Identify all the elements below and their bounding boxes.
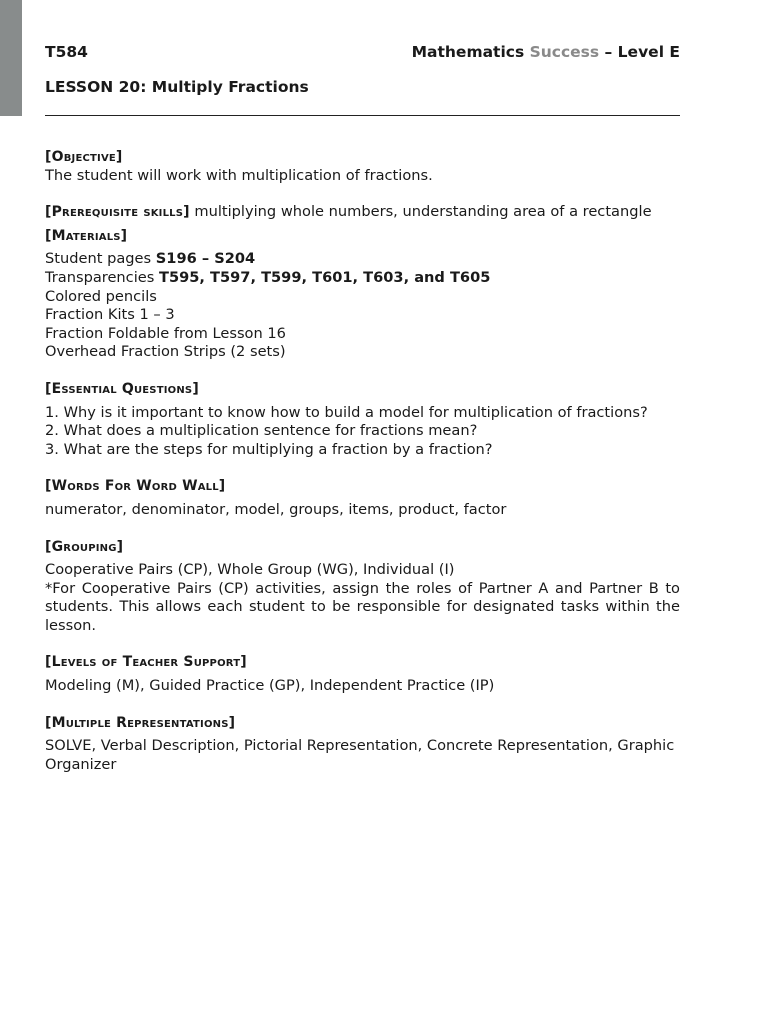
materials-student-pages <box>45 250 680 269</box>
materials-transparencies <box>45 269 680 288</box>
transparencies-value: T595, T597, T599, T601, T603, and T605 <box>158 268 491 286</box>
objective-heading: [Objective] <box>45 149 123 165</box>
student-pages-value: S196 – S204 <box>155 250 256 268</box>
series-suffix: – Level E <box>599 43 680 61</box>
page-edge-tab <box>0 0 22 116</box>
student-pages-label: Student pages <box>45 250 156 268</box>
series-title <box>412 43 680 61</box>
header-divider <box>45 115 680 116</box>
series-accent: Success <box>529 43 600 61</box>
list-item: 1. Why is it important to know how to build a model for multiplication of fractions? <box>45 403 648 421</box>
lesson-title: LESSON 20: Multiply Fractions <box>45 78 309 96</box>
essential-questions-heading: [Essential Questions] <box>45 380 199 397</box>
page-header <box>45 43 680 65</box>
objective-text: The student will work with multiplication of fractions. <box>45 166 433 184</box>
prerequisite-line <box>45 203 680 222</box>
materials-item: Fraction Kits 1 – 3 <box>45 306 175 324</box>
list-item: 2. What does a multiplication sentence for fractions mean? <box>45 422 478 440</box>
grouping-note: *For Cooperative Pairs (CP) activities, assign the roles of Partner A and Partner B to students. This allows each student to be responsible for designated tasks within the lesson. <box>45 579 680 634</box>
grouping-heading: [Grouping] <box>45 538 124 555</box>
prerequisite-text: multiplying whole numbers, understanding area of a rectangle <box>189 203 652 221</box>
lesson-content <box>45 148 680 774</box>
teacher-support-text: Modeling (M), Guided Practice (GP), Independent Practice (IP) <box>45 677 495 695</box>
list-item: 3. What are the steps for multiplying a fraction by a fraction? <box>45 440 493 458</box>
materials-heading: [Materials] <box>45 227 128 244</box>
series-prefix: Mathematics <box>411 43 530 61</box>
prerequisite-heading: [Prerequisite skills] <box>45 204 190 221</box>
representations-text: SOLVE, Verbal Description, Pictorial Representation, Concrete Representation, Graphic Organizer <box>45 737 675 773</box>
transparencies-label: Transparencies <box>45 268 159 286</box>
grouping-text: Cooperative Pairs (CP), Whole Group (WG), Individual (I) <box>45 561 455 579</box>
essential-questions-list <box>45 404 680 460</box>
representations-heading: [Multiple Representations] <box>45 714 236 731</box>
page-number: T584 <box>45 43 88 61</box>
word-wall-heading: [Words For Word Wall] <box>45 478 226 495</box>
materials-item: Overhead Fraction Strips (2 sets) <box>45 343 286 361</box>
materials-item: Colored pencils <box>45 287 157 305</box>
materials-item: Fraction Foldable from Lesson 16 <box>45 324 286 342</box>
teacher-support-heading: [Levels of Teacher Support] <box>45 654 247 671</box>
word-wall-text: numerator, denominator, model, groups, items, product, factor <box>45 500 507 518</box>
